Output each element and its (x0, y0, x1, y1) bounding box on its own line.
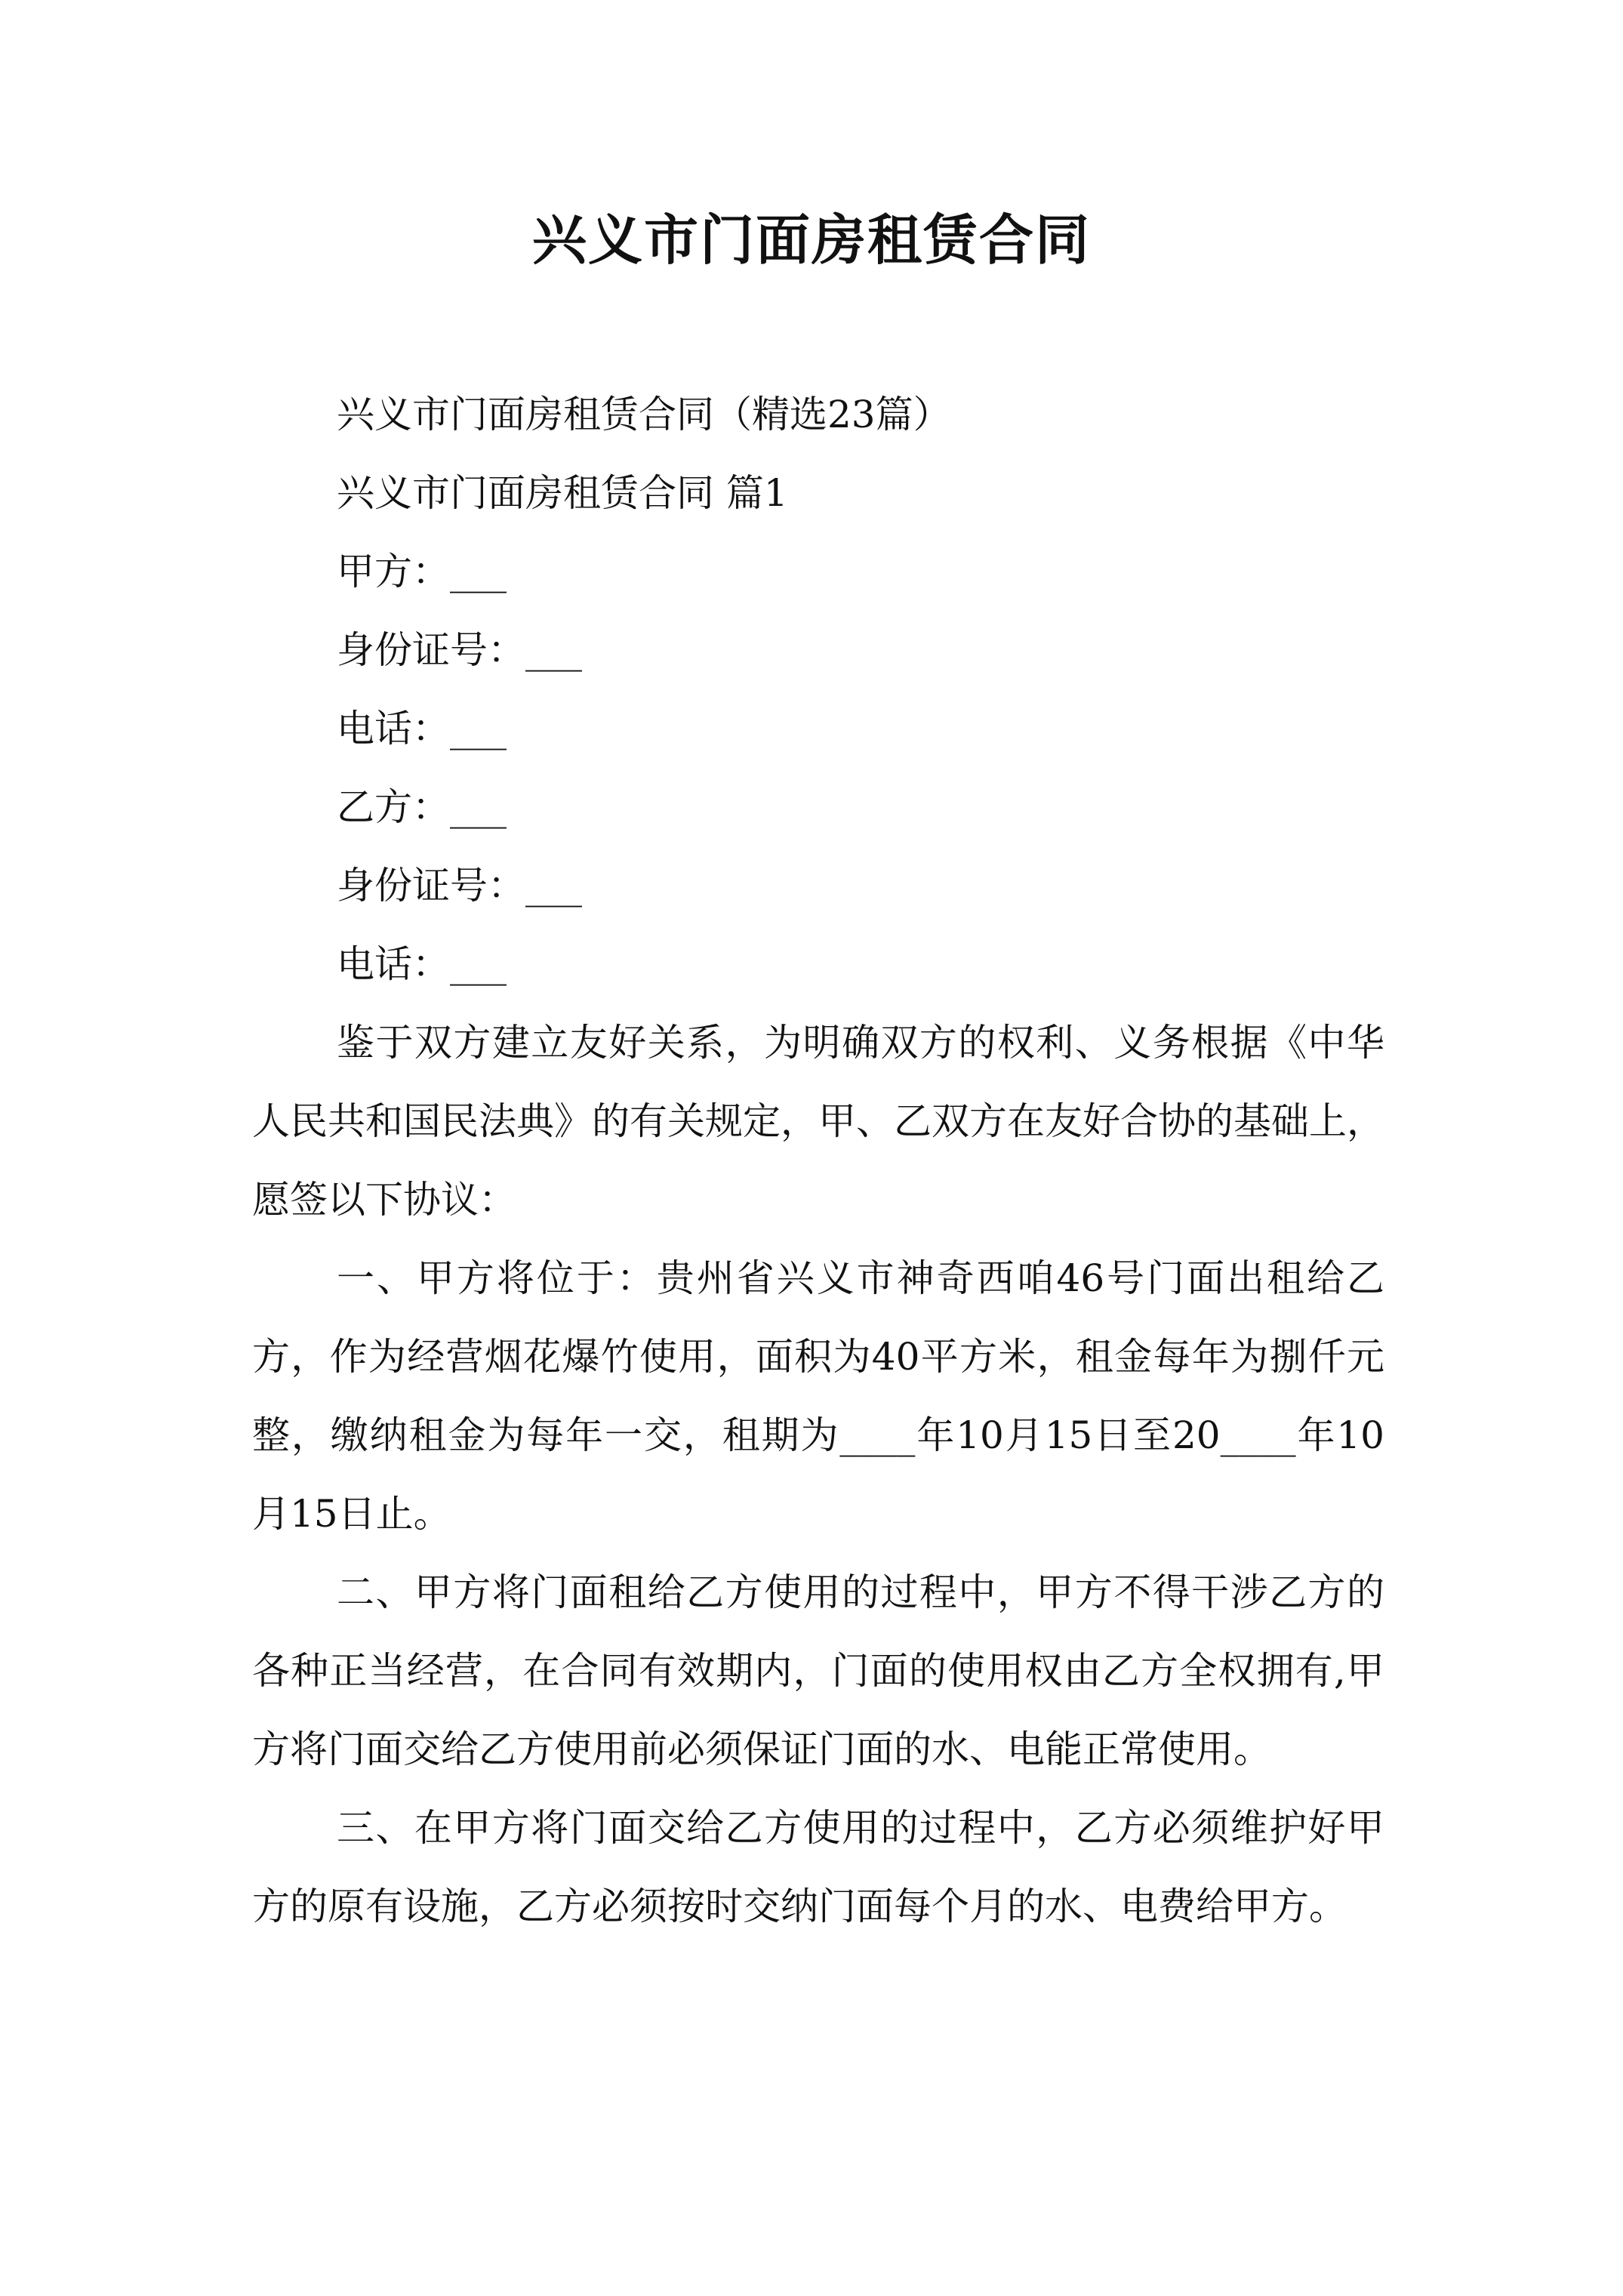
clause-3-paragraph: 三、在甲方将门面交给乙方使用的过程中，乙方必须维护好甲方的原有设施，乙方必须按时交纳门面每个月的水、电费给甲方。 (252, 1806, 1384, 1928)
party-a-id-field: 身份证号：___ (337, 628, 582, 672)
clause-2-paragraph: 二、甲方将门面租给乙方使用的过程中，甲方不得干涉乙方的各种正当经营，在合同有效期内，门面的使用权由乙方全权拥有,甲方将门面交给乙方使用前必须保证门面的水、电能正常使用。 (252, 1570, 1384, 1771)
party-b-phone-field: 电话：___ (337, 942, 507, 986)
party-b-id-field: 身份证号：___ (337, 864, 582, 908)
party-b-field: 乙方：___ (337, 785, 507, 829)
document-body (252, 375, 1384, 1946)
clause-1-paragraph: 一、甲方将位于：贵州省兴义市神奇西咱46号门面出租给乙方，作为经营烟花爆竹使用，面积为40平方米，租金每年为捌仟元整，缴纳租金为每年一交，租期为____年10月15日至20____年10月15日止。 (252, 1256, 1384, 1536)
document-title: 兴义市门面房租赁合同 (531, 208, 1091, 272)
preamble-paragraph: 鉴于双方建立友好关系，为明确双方的权利、义务根据《中华人民共和国民法典》的有关规定，甲、乙双方在友好合协的基础上，愿签以下协议： (252, 1021, 1384, 1222)
section-heading: 兴义市门面房租赁合同 篇1 (337, 471, 788, 515)
document-subtitle: 兴义市门面房租赁合同（精选23篇） (337, 393, 951, 436)
party-a-phone-field: 电话：___ (337, 707, 507, 750)
party-a-field: 甲方：___ (337, 550, 507, 593)
